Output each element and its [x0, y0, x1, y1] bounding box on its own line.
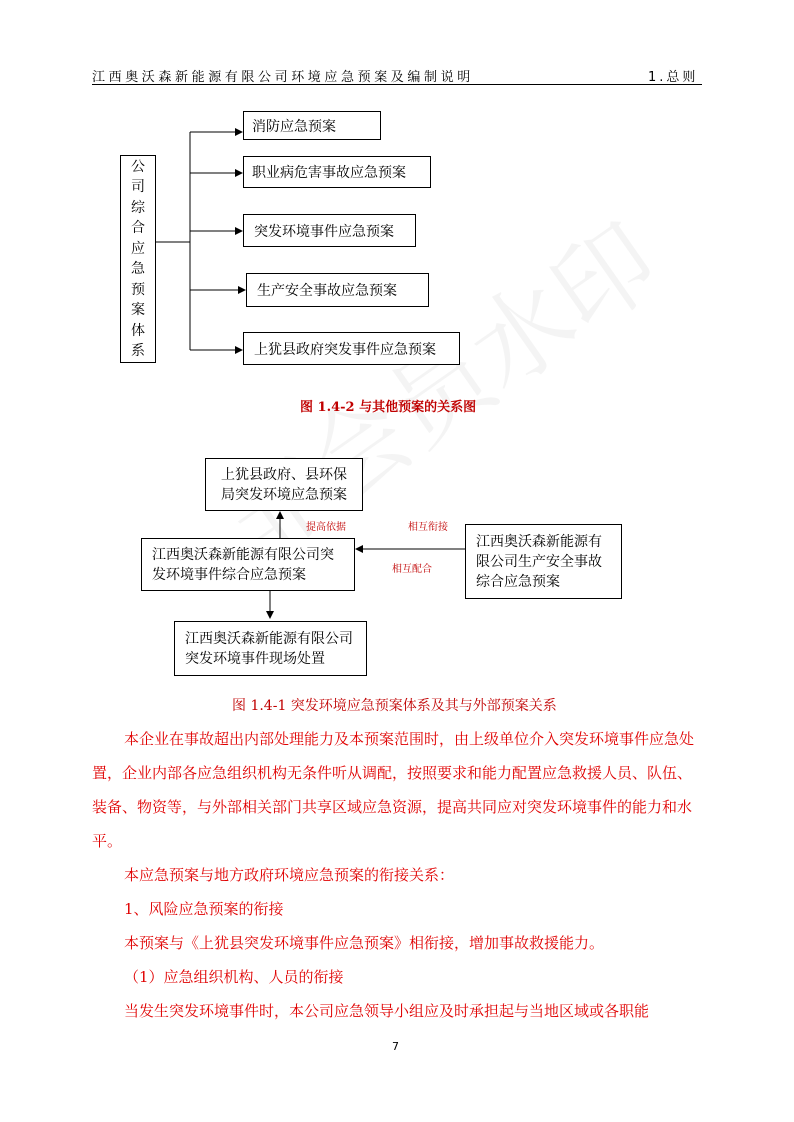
paragraph-1: 本企业在事故超出内部处理能力及本预案范围时，由上级单位介入突发环境事件应急处置，企业内部各应急组织机构无条件听从调配，按照要求和能力配置应急救援人员、队伍、装备、物资等，与外部相关部门共享区域应急资源，提高共同应对突发环境事件的能力和水平。 [92, 730, 695, 850]
header-title: 江西奥沃森新能源有限公司环境应急预案及编制说明 [92, 70, 474, 85]
paragraph-6: 当发生突发环境事件时，本公司应急领导小组应及时承担起与当地区域或各职能 [124, 1002, 650, 1020]
fig2-top-box [205, 458, 363, 511]
fig2-center-label: 江西奥沃森新能源有限公司突发环境事件综合应急预案 [152, 546, 334, 583]
paragraph-4: 本预案与《上犹县突发环境事件应急预案》相衔接，增加事故救援能力。 [124, 934, 605, 952]
paragraph-2: 本应急预案与地方政府环境应急预案的衔接关系： [124, 866, 455, 884]
fig2-label-coord: 相互配合 [392, 564, 432, 575]
fig1-root-label: 公司综合应急预案体系 [131, 158, 145, 359]
fig1-item-county: 上犹县政府突发事件应急预案 [243, 332, 460, 365]
fig2-right-label: 江西奥沃森新能源有限公司生产安全事故综合应急预案 [476, 533, 602, 590]
fig1-item-safety: 生产安全事故应急预案 [246, 273, 429, 307]
fig1-caption: 图 1.4-2 与其他预案的关系图 [300, 400, 477, 415]
paragraph-3: 1、风险应急预案的衔接 [124, 900, 284, 918]
body-text [92, 722, 702, 1028]
fig2-bottom-box [174, 621, 367, 676]
fig2-caption: 图 1.4-1 突发环境应急预案体系及其与外部预案关系 [232, 698, 557, 714]
fig2-label-link: 相互衔接 [408, 522, 448, 533]
fig2-label-basis: 提高依据 [306, 522, 346, 533]
fig2-top-label: 上犹县政府、县环保局突发环境应急预案 [221, 466, 347, 503]
header-section: 1.总则 [648, 70, 699, 85]
fig1-item-fire: 消防应急预案 [243, 111, 381, 140]
fig1-root-box [120, 155, 156, 363]
fig2-right-box [465, 524, 622, 599]
page-number: 7 [392, 1040, 399, 1053]
fig2-bottom-label: 江西奥沃森新能源有限公司突发环境事件现场处置 [185, 630, 353, 667]
fig2-center-box [141, 538, 355, 591]
fig1-item-occupational: 职业病危害事故应急预案 [243, 156, 431, 188]
paragraph-5: （1）应急组织机构、人员的衔接 [124, 968, 344, 986]
fig1-item-environment: 突发环境事件应急预案 [243, 214, 416, 247]
